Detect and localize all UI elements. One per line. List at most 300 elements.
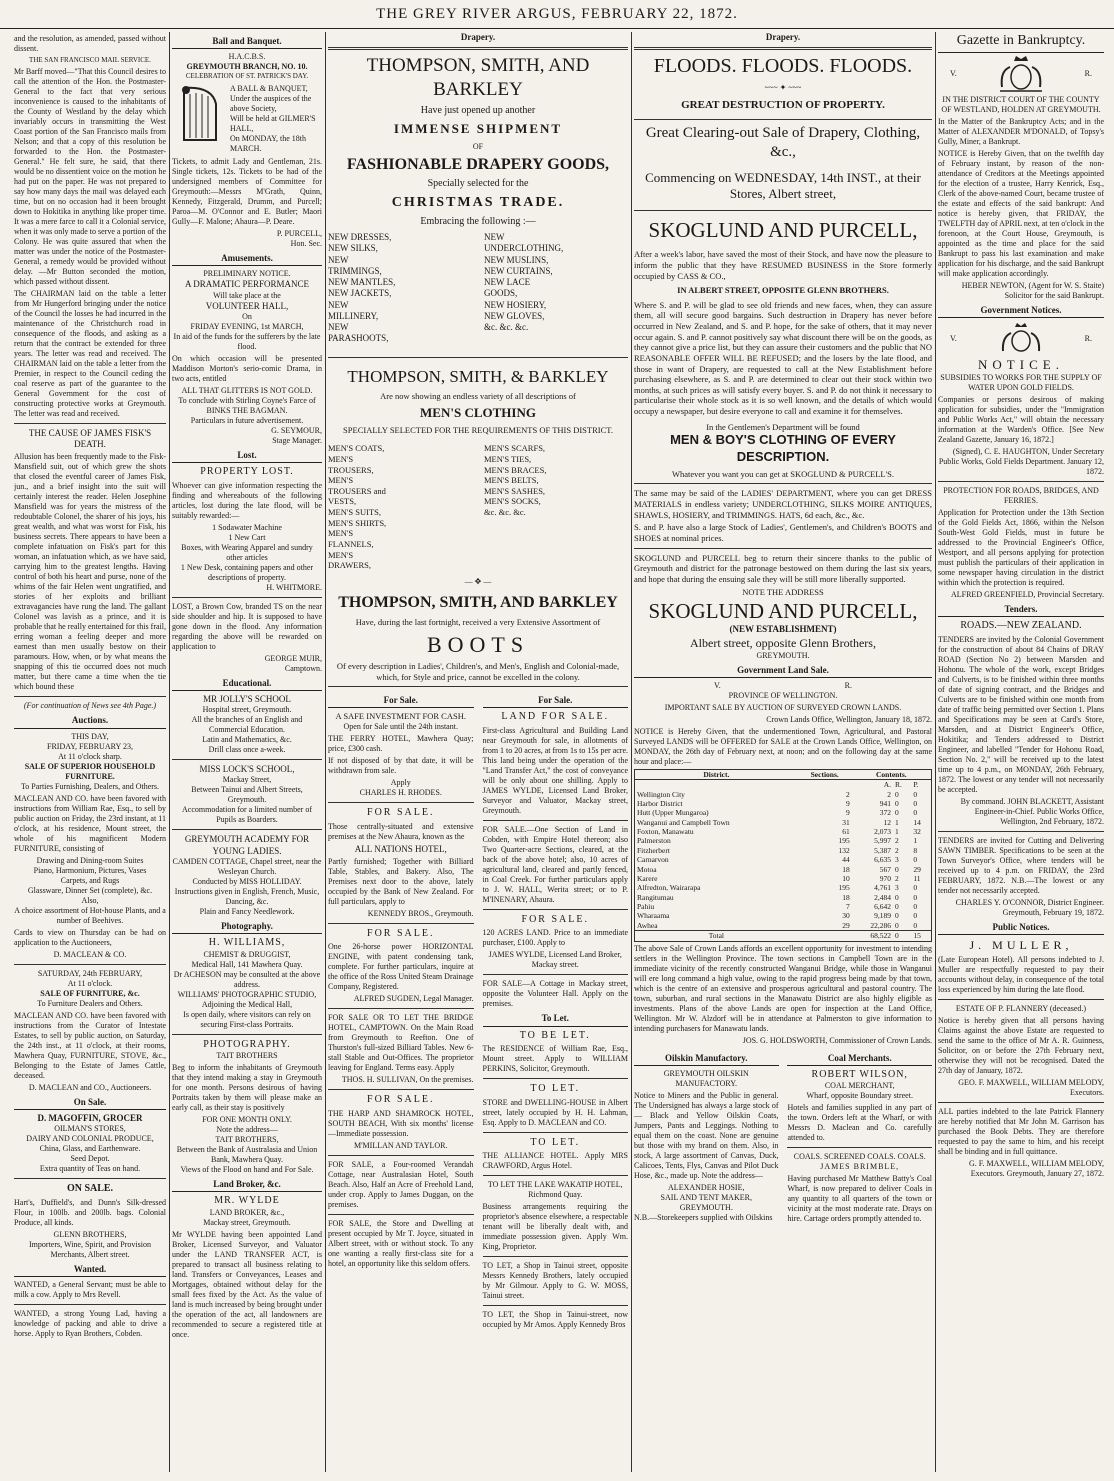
blackett: By command. JOHN BLACKETT, Assistant Engineer-in-Chief. Public Works Office, Wellington, 2nd February, 1872. [960, 796, 1104, 826]
magoffin-line: OILMAN'S STORES, [54, 1124, 126, 1133]
mens-boys: MEN & BOY'S CLOTHING OF EVERY DESCRIPTION. [670, 432, 896, 464]
hosie-loc: GREYMOUTH. [679, 1202, 733, 1212]
magoffin-line: China, Glass, and Earthenware. [39, 1144, 141, 1153]
royal-crest-icon [996, 53, 1046, 95]
table-row [635, 846, 932, 855]
district-cell: Pahiu [637, 902, 655, 911]
auction-1-line: To Parties Furnishing, Dealers, and Others. [20, 781, 160, 791]
lock-line: Accommodation for a limited number of Pupils as Boarders. [182, 805, 312, 825]
brimble-body: Having purchased Mr Matthew Batty's Coal Wharf, is now prepared to deliver Coals in any quantity to all quarters of the town or vicinity at the most moderate rate. Drays on hire. Cartage orders promptly attended to. [787, 1174, 932, 1224]
mens-item: MEN'S SUITS, [328, 507, 382, 517]
land-sale: LAND FOR SALE. [501, 711, 610, 723]
subsidies-body: Companies or persons desirous of making application for subsidies, under the "Immigration and Public Works Act," will obtain the necessary information at the Warden's Office. [See New Zealand Gazette, January 16, 1872.] [938, 395, 1104, 444]
acres-cell: 5,387 [874, 845, 892, 855]
bankruptcy-heading: Gazette in Bankruptcy. [938, 32, 1104, 53]
sections-cell: 195 [838, 883, 850, 893]
chairman-article: The CHAIRMAN laid on the table a letter from Mr Hungerford bringing under the notice of the Council the losses he had incurred in the maintenance of the Christchurch road in consequence of the floods, and asking as a return that the contract be extended for three years. The letter was read and received. The CHAIRMAN laid on the table a letter from the Premier, in respect to the Council ceding the coal reserve as part of the guarantee to the General Government for the cost of constructing protective works at Greymouth. The letter was read and received. [14, 288, 166, 418]
dramatic-line: In aid of the funds for the sufferers by the late flood. [173, 331, 321, 351]
farce: To conclude with Stirling Coyne's Farce of [178, 395, 316, 405]
th-district: District. [703, 769, 730, 779]
commencing: Commencing on WEDNESDAY, 14th INST., at their Stores, Albert street, [645, 169, 921, 201]
th-contents: Contents. [876, 769, 907, 779]
district-cell: Harbor District [637, 798, 683, 808]
drama-body: On which occasion will be presented Maddison Morton's serio-comic Drama, in two acts, entitled [172, 353, 322, 383]
hosie: ALEXANDER HOSIE, [668, 1182, 745, 1192]
auction-1-item: Drawing and Dining-room Suites [36, 855, 144, 865]
roods-cell: 1 [895, 817, 899, 827]
dramatic-title: A DRAMATIC PERFORMANCE [184, 279, 310, 290]
lost-body: Whoever can give information respecting the finding and whereabouts of the following articles, lost during the late flood, will be suitably rewarded:— [172, 480, 322, 520]
harp: THE HARP AND SHAMROCK HOTEL, SOUTH BEACH, With six months' license—Immediate possession. [328, 1108, 474, 1138]
auction-1-item: Piano, Harmonium, Pictures, Vases [33, 865, 147, 875]
table-row [635, 921, 932, 931]
apply: Apply [390, 778, 411, 787]
tsb-title-2: THOMPSON, SMITH, & BARKLEY [347, 366, 609, 386]
williams-line: Is open daily, where visitors can rely on securing First-class Portraits. [183, 1009, 311, 1029]
gov-body: The above Sale of Crown Lands affords an excellent opportunity for investment to intending settlers in the Wellington Province. The town sections in Campbell Town are in the immediate vicinity of the recently constructed Wanganui Bridge, while those in Wanganui will ere long command a high value, owing to the rapid progress being made by that town, which is the centre of an extensive and prosperous agricultural and pastoral country. The town, suburban, and rural sections in the Manawatu District are also highly eligible as investments. Plans of the above Lands are open for inspection at the Land Office, Wellington. Mr W. Alzdorf will be in attendance at Palmerston to give information to intending purchasers for Manawatu lands. [634, 943, 932, 1033]
thanks: SKOGLUND and PURCELL beg to return their sincere thanks to the public of Greymouth and district for the patronage bestowed on them during the last six years, and hope that during the ensuing sale they will be still more liberally supported. [634, 552, 932, 584]
ornament-divider-icon: — ✥ — [464, 576, 492, 586]
particulars: Particulars in future advertisement. [190, 415, 304, 425]
protection: PROTECTION FOR ROADS, BRIDGES, AND FERRIES. [943, 486, 1099, 505]
muir-name: GEORGE MUIR, [264, 653, 322, 663]
auction-1-line: FRIDAY, FEBRUARY 23, [47, 741, 133, 751]
drapery-heading: Drapery. [460, 32, 496, 42]
purcell-name: P. PURCELL, [276, 229, 322, 238]
preliminary-notice: PRELIMINARY NOTICE. [203, 269, 291, 279]
roods-cell: 0 [895, 798, 899, 808]
royal-crest-icon [998, 321, 1044, 357]
mens-item: MEN'S TROUSERS and VESTS, [328, 475, 386, 507]
mens-item: MEN'S SOCKS, [484, 496, 541, 507]
public-notices-heading: Public Notices. [938, 922, 1104, 935]
acres-cell: 4,761 [874, 883, 892, 893]
dramatic-line: Will take place at the [213, 290, 281, 300]
on-sale-title: ON SALE. [66, 1183, 114, 1194]
bridge: FOR SALE OR TO LET THE BRIDGE HOTEL, CAMPTOWN. On the Main Road from Greymouth to Reefton. One of Thurston's full-sized Billiard Tables. New 6-stall Stable and Out-Offices. The proprietor leaving for England. Terms easy. Apply [328, 1013, 474, 1073]
williams-line: CHEMIST & DRUGGIST, [203, 949, 291, 959]
auction-1-body: MACLEAN AND CO. have been favored with instructions from William Rae, Esq., to sell by public auction on Friday, the 23rd instant, at 11 o'clock, at his residence, Mount street, the whole of his magnificent Modern FURNITURE, consisting of [14, 793, 166, 853]
roods-cell: 2 [895, 873, 899, 883]
acres-cell: 2,484 [874, 892, 892, 902]
cobden: FOR SALE.—One Section of Land in Cobden, with Empire Hotel thereon; also Two Quarter-acre Sections, cleared, at the back of the above hotel; also, 10 acres of agricultural land, cleared and partly fenced, in Coal Creek. For further particulars apply to J. W. HALL, Werita street; or to P. M'INENARY, Ahaura. [482, 824, 628, 904]
column-1 [14, 32, 166, 1472]
mens-item: MEN'S DRAWERS, [328, 549, 372, 571]
drapery-heading-2: Drapery. [765, 32, 801, 42]
district-cell: Wellington City [637, 789, 685, 799]
glitters: ALL THAT GLITTERS IS NOT GOLD. [181, 385, 313, 395]
perches-cell: 0 [913, 789, 918, 799]
oilskin-body: Notice to Miners and the Public in general. The Undersigned has always a large stock of— Black and Yellow Oilskin Coats, Jumpers, Pants and Leggings. Nothing to equal them on the coast. None are genuine but those with my brand on them. Also, in stock, A large assortment of Canvas, Duck, Calicoes, Tents, Flys, Canvas and Pilot Duck Hose, &c., made up. Note the address— [634, 1090, 779, 1180]
district-cell: Karere [637, 873, 658, 883]
coals: COALS. SCREENED COALS. COALS. [793, 1152, 926, 1162]
jolly-line: Drill class once a-week. [208, 745, 286, 754]
educational-heading: Educational. [172, 678, 322, 691]
acres-cell: 6,642 [874, 902, 892, 911]
table-row [635, 911, 932, 920]
roads-title: ROADS.—NEW ZEALAND. [960, 620, 1082, 632]
district-cell: Awhea [637, 920, 658, 930]
goods-item: NEW JACKETS, [328, 288, 392, 299]
muller-title: J. MULLER, [969, 938, 1073, 952]
forsale-4: FOR SALE. [367, 1094, 435, 1106]
holdsworth: JOS. G. HOLDSWORTH, Commissioner of Crown Lands. [742, 1035, 932, 1045]
williams-line: Adjoining the Medical Hall, [201, 999, 293, 1009]
mens-item: MEN'S SASHES, [484, 485, 546, 496]
sections-cell: 9 [845, 808, 850, 818]
clearing: Great Clearing-out Sale of Drapery, Clothing, &c., [645, 125, 921, 160]
auction-2-line: At 11 o'clock. [67, 978, 113, 988]
perches-cell: 0 [913, 883, 918, 893]
magoffin-line: Extra quantity of Teas on hand. [39, 1164, 141, 1173]
subsidies: SUBSIDIES TO WORKS FOR THE SUPPLY OF WATER UPON GOLD FIELDS. [940, 373, 1102, 392]
wanted-1: WANTED, a General Servant; must be able to milk a cow. Apply to Mrs Revell. [14, 1279, 166, 1299]
district-cell: Alfredton, Wairarapa [637, 883, 701, 893]
sections-cell: 29 [842, 920, 850, 930]
table-row [635, 808, 932, 817]
dramatic-line: VOLUNTEER HALL, [205, 300, 289, 311]
unit-a: A. [883, 780, 892, 790]
wylde-line: Mackay street, Greymouth. [203, 1217, 291, 1227]
wanted-2: WANTED, a strong Young Lad, having a knowledge of packing and able to drive a horse. Apply to Ryan Brothers, Cobden. [14, 1308, 166, 1338]
wanted-heading: Wanted. [14, 1264, 166, 1277]
sullivan: THOS. H. SULLIVAN, On the premises. [341, 1075, 474, 1085]
dramatic-line: FRIDAY EVENING, 1st MARCH, [190, 321, 304, 331]
perches-cell: 0 [913, 911, 918, 921]
total-perches: 15 [913, 931, 921, 941]
auction-2-sign: D. MACLEAN and CO., Auctioneers. [28, 1082, 152, 1092]
acres-cell: 12 [883, 817, 892, 827]
tolet-4: TO LET THE LAKE WAKATIP HOTEL, Richmond Quay. [487, 1180, 623, 1200]
perches-cell: 8 [913, 845, 918, 855]
albert-street: IN ALBERT STREET, OPPOSITE GLENN BROTHERS. [677, 285, 889, 296]
auction-1-item: Glassware, Dinner Set (complete), &c. [27, 885, 153, 895]
v-letter: V. [714, 680, 721, 690]
oilskin-heading: Oilskin Manufactory. [634, 1053, 779, 1066]
ladies: The same may be said of the LADIES' DEPARTMENT, where you can get DRESS MATERIALS in endless variety; UNDERCLOTHING, SILKS MOIRE ANTIQUES, SHAWLS, HOSIERY, and TRIMMINGS. HATS, 6d each, &c., &c. [634, 488, 932, 520]
perches-cell: 0 [913, 808, 918, 818]
newton: HEBER NEWTON, (Agent for W. S. Staite) Solicitor for the said Bankrupt. [961, 280, 1104, 300]
tolet-2-body: STORE and DWELLING-HOUSE in Albert street, lately occupied by H. H. Lahman, Esq. Apply to D. MACLEAN and CO. [482, 1097, 628, 1127]
sections-cell: 31 [842, 817, 850, 827]
mail-heading: THE SAN FRANCISCO MAIL SERVICE. [29, 56, 151, 64]
sk-body: After a week's labor, have saved the most of their Stock, and have now the pleasure to inform the public that they have RESUMED BUSINESS in the Store formerly occupied by CASS & CO., [634, 249, 932, 281]
tait-line: Views of the Flood on hand and For Sale. [180, 1165, 314, 1174]
table-row [635, 865, 932, 874]
fortnight: Have, during the last fortnight, received a very Extensive Assortment of [355, 616, 601, 627]
wylde-body: Mr WYLDE having been appointed Land Broker, Licensed Surveyor, and Valuator under the LAND TRANSFER ACT, is prepared to transact all business relating to land. Transfers or Conveyances, Leases and Mortgages, obtained without delay for the small fees fixed by the Act. As the value of land is much increased by being brought under the operation of the act, all landowners are recommended to secure a registered title at once. [172, 1229, 322, 1339]
kennedy: KENNEDY BROS., Greymouth. [367, 908, 474, 918]
ball-line: Will be held at GILMER'S HALL, [230, 114, 316, 133]
district-cell: Rangitumau [637, 892, 674, 902]
roods-cell: 0 [895, 911, 899, 921]
verandah: FOR SALE, a Four-roomed Verandah Cottage, near Australasian Hotel, South Beach. Also, Half an Acre of Freehold Land, under crop. Apply to James Duggan, on the premises. [328, 1159, 474, 1209]
tait-line: Between the Bank of Australasia and Union Bank, Mawhera Quay. [176, 1145, 318, 1164]
coal-merchant: COAL MERCHANT, [824, 1081, 895, 1091]
sections-cell: 61 [842, 827, 850, 836]
goods-item: NEW MILLINERY, [328, 299, 379, 321]
gov-notice: NOTICE is Hereby Given, that the undermentioned Town, Agricultural, and Pastoral Surveyed LANDS will be OFFERED for SALE at the Crown Lands Office, Wellington, on MONDAY, the 26th day of February next, at noon; and on the following day at the same hour and place:— [634, 726, 932, 766]
timber: TENDERS are invited for Cutting and Delivering SAWN TIMBER. Specifications to be seen at the Town Surveyor's Office, where tenders will be received up to 4 p.m. on FRIDAY, the 23rd FEBRUARY, 1872. N.B.—The lowest or any tender not necessarily accepted. [938, 835, 1104, 895]
for-sale-heading: For Sale. [328, 695, 474, 708]
goods-item: NEW UNDERCLOTHING, [484, 232, 564, 254]
table-row [635, 902, 932, 911]
boots-body: Of every description in Ladies', Children's, and Men's, English and Colonial-made, which, for Style and price, cannot be excelled in the colony. [336, 660, 620, 682]
roods-cell: 0 [895, 892, 899, 902]
roads-body: TENDERS are invited by the Colonial Government for the construction of about 84 Chains of DRAY ROAD (Section No 2) between Marsden and Hohonu. The whole of the work, except Bridges and Culverts, is to be finished within three months of date of signing contract, and the Bridges and Culverts are to be finished within one month from date of traffic being permitted over Section 1. Plans and Specifications may be seen at Card's Store, Marsden, and at District Engineer's Office, Hokitika; and Tenders addressed to District Engineer, and labelled "Tender for Hohonu Road, Section No. 2," will be received up to the latest time up to 4 p.m., on MONDAY, 26th February, 1872. The lowest or any tender will not necessarily be accepted. [938, 634, 1104, 794]
sections-cell: 9 [845, 798, 850, 808]
sections-cell: 132 [838, 845, 850, 855]
albert-2: Albert street, opposite Glenn Brothers, [690, 635, 876, 650]
auction-1-item: Also, [81, 895, 99, 905]
academy-line: Instructions given in English, French, Music, Dancing, &c. [174, 886, 320, 906]
perches-cell: 0 [913, 892, 918, 902]
auctions-heading: Auctions. [14, 715, 166, 728]
sections-cell: 44 [842, 855, 850, 865]
auction-1-title: SALE OF SUPERIOR HOUSEHOLD FURNITURE. [24, 761, 156, 781]
sections-cell: 7 [845, 902, 850, 911]
lost-item: Boxes, with Wearing Apparel and sundry other articles [181, 542, 313, 562]
matter: In the Matter of the Bankruptcy Acts; and in the Matter of ALEXANDER M'DONALD, of Topsy's Gully, Miner, a Bankrupt. [938, 116, 1104, 146]
oconnor: CHARLES Y. O'CONNOR, District Engineer. Greymouth, February 19, 1872. [955, 897, 1104, 917]
auction-1-line: THIS DAY, [71, 731, 109, 741]
goods-item: NEW GLOVES, [484, 310, 545, 321]
perches-cell: 0 [913, 920, 918, 930]
whitmore: H. WHITMORE. [266, 582, 322, 592]
executors-2: G. F. MAXWELL, WILLIAM MELODY, Executors. Greymouth, January 27, 1872. [968, 1159, 1104, 1178]
mens-item: MEN'S TIES, [484, 453, 532, 464]
destruction: GREAT DESTRUCTION OF PROPERTY. [681, 99, 885, 112]
immense: IMMENSE SHIPMENT [393, 121, 563, 137]
wilson-body: Hotels and families supplied in any part of the town. Orders left at the Wharf, or with Messrs D. Maclean and Co. carefully attended to. [787, 1103, 932, 1143]
land-body: First-class Agricultural and Building Land near Greymouth for sale, in allotments of from 1 to 20 acres, at from 1s to 15s per acre. This land being under the operation of the "Land Transfer Act," the cost of conveyance will be only about one shilling. Apply to JAMES WYLDE, Licensed Land Broker, Surveyor and Valuator, Mackay street, Greymouth. [482, 725, 628, 815]
cottage: FOR SALE—A Cottage in Mackay street, opposite the Volunteer Hall. Apply on the premises. [482, 979, 628, 1009]
r-letter: R. [1084, 68, 1092, 78]
perches-cell: 14 [913, 817, 921, 827]
crown-office: Crown Lands Office, Wellington, January 18, 1872. [766, 714, 932, 724]
tait-line: FOR ONE MONTH ONLY. [202, 1115, 292, 1124]
goods-item: NEW SILKS, [328, 243, 378, 254]
note-address: NOTE THE ADDRESS [742, 587, 824, 598]
specially: Specially selected for the [427, 177, 529, 189]
mens-item: &c. &c. &c. [484, 507, 526, 517]
auction-1-sign: D. MACLEAN & CO. [53, 949, 127, 959]
column-5 [938, 32, 1104, 1472]
taylor: M'MILLAN AND TAYLOR. [354, 1140, 448, 1150]
perches-cell: 0 [913, 855, 918, 865]
district-cell: Carnarvon [637, 855, 669, 865]
ferry: THE FERRY HOTEL, Mawhera Quay; price, £300 cash. [328, 734, 474, 753]
district-cell: Foxton, Manawatu [637, 827, 694, 836]
bankruptcy-notice: NOTICE is Hereby Given, that on the twelfth day of February instant, by reason of the non-attendance of Creditors at the Meetings appointed for the election of a trustee, Harry Kenrick, Esq., Clerk of the above-named Court, became trustee of the estate and effects of the said bankrupt: And notice is hereby given, that FRIDAY, the TWELFTH day of APRIL next, at ten o'clock in the forenoon, at the Court House, Greymouth, is appointed as the time and place for the said Bankrupt to pass his last examination and make application for his discharge, and the said Bankrupt will make application accordingly. [938, 148, 1104, 278]
tolet-6: TO LET, the Shop in Tainui-street, now occupied by Mr Amos. Apply Kennedy Bros [482, 1310, 628, 1330]
new-establishment: (NEW ESTABLISHMENT) [729, 624, 837, 635]
tolet-2: TO LET. [530, 1083, 581, 1095]
goods-item: NEW MUSLINS, [484, 254, 549, 265]
sugden: ALFRED SUGDEN, Legal Manager. [353, 994, 474, 1004]
wylde-line: LAND BROKER, &c., [209, 1207, 285, 1217]
fs1-body: Open for Sale until the 24th instant. [343, 722, 458, 731]
gov-land-heading: Government Land Sale. [634, 665, 932, 678]
ball-line: A BALL & BANQUET, [230, 84, 308, 93]
engine: One 26-horse power HORIZONTAL ENGINE, with patent condensing tank, complete. For further particulars, inquire at the office of the Ross United Steam Drainage Company, Registered. [328, 942, 474, 992]
academy-title: GREYMOUTH ACADEMY FOR YOUNG LADIES. [184, 834, 310, 856]
r-letter: R. [1084, 333, 1092, 343]
province: PROVINCE OF WELLINGTON. [728, 690, 838, 700]
district-cell: Palmerston [637, 836, 671, 846]
all-parties: ALL parties indebted to the late Patrick Flannery are hereby notified that Mr John M. Garrison has purchased the Book Debts. They are therefore requested to pay the same to him, and his receipt shall be binding and in full quittance. [938, 1107, 1104, 1156]
skoglund-title: SKOGLUND AND PURCELL, [648, 218, 918, 242]
goods-item: &c. &c. &c. [484, 322, 529, 332]
perches-cell: 1 [913, 836, 918, 846]
gents: In the Gentlemen's Department will be found [706, 421, 860, 432]
lost-item: 1 Sodawater Machine [212, 522, 282, 532]
acres-cell: 2,073 [874, 827, 892, 836]
column-4 [634, 32, 932, 1472]
auction-2-body: MACLEAN AND CO. have been favored with instructions from the Curator of Intestate Estates, to sell by public auction, on Saturday, the 24th inst., at 11 o'clock, at their rooms, Mawhera Quay, FURNITURE, STOVE, &c., Belonging to the Estate of James Cattle, deceased. [14, 1010, 166, 1080]
tolet-4-body: Business arrangements requiring the proprietor's absence elsewhere, a respectable tenant will be liberally dealt with, and immediate possession given. Apply Wm. King, Proprietor. [482, 1202, 628, 1252]
acres-title: FOR SALE. [521, 913, 589, 925]
table-row [635, 818, 932, 827]
mens-item: MEN'S BELTS, [484, 475, 539, 486]
table-row [635, 874, 932, 883]
acres-cell: 372 [879, 808, 892, 818]
haughton: (Signed), C. E. HAUGHTON, Under Secretary Public Works, Gold Fields Department. January 12, 1872. [938, 447, 1104, 476]
table-row [635, 836, 932, 845]
ball-line: On MONDAY, the 18th MARCH. [230, 134, 307, 153]
lost-heading: Lost. [172, 450, 322, 463]
boots-title: BOOTS [426, 632, 530, 658]
r-letter: R. [844, 680, 852, 690]
roods-cell: 2 [895, 845, 899, 855]
unit-p: P. [913, 780, 919, 790]
academy-line: Plain and Fancy Needlework. [199, 906, 295, 916]
joyce: FOR SALE, the Store and Dwelling at present occupied by Mr T. Joyce, situated in Albert street, with or without stock. To any one wanting a really first-class site for a hotel, an opportunity like this seldom offers. [328, 1218, 474, 1268]
whatever: Whatever you want you can get at SKOGLUND & PURCELL'S. [671, 468, 895, 479]
for-sale-heading-2: For Sale. [483, 695, 629, 708]
goods-item: NEW CURTAINS, [484, 265, 553, 276]
gov-notices-heading: Government Notices. [938, 305, 1104, 318]
seymour-name: G. SEYMOUR, [271, 425, 322, 435]
skoglund-title-2: SKOGLUND AND PURCELL, [648, 599, 918, 623]
roods-cell: 3 [895, 855, 899, 865]
intro: and the resolution, as amended, passed without dissent. [14, 34, 166, 53]
auction-1-item: A choice assortment of Hot-house Plants, and a number of Beehives. [14, 905, 166, 925]
perches-cell: 29 [913, 864, 921, 874]
table-row [635, 855, 932, 864]
total-label: Total [708, 931, 725, 941]
column-3 [328, 32, 628, 1472]
floods-title: FLOODS. FLOODS. FLOODS. [653, 55, 913, 78]
sail-tent: SAIL AND TENT MAKER, [660, 1192, 752, 1202]
goods-item: NEW LACE GOODS, [484, 277, 531, 299]
mens-item: MEN'S FLANNELS, [328, 528, 374, 549]
wylde-title: MR. WYLDE [214, 1195, 280, 1207]
rhodes: CHARLES H. RHODES. [359, 788, 442, 797]
lost-item: 1 New Cart [228, 532, 266, 542]
glenn-line: Importers, Wine, Spirit, and Provision Merchants, Albert street. [29, 1239, 151, 1259]
jolly-title: MR JOLLY'S SCHOOL [203, 693, 291, 704]
total-roods: 0 [895, 931, 899, 941]
tolet-1-body: The RESIDENCE of William Rae, Esq., Mount street. Apply to WILLIAM PERKINS, Solicitor, Greymouth. [482, 1044, 628, 1074]
wilson: ROBERT WILSON, [811, 1068, 908, 1080]
auction-1-item: Carpets, and Rugs [60, 875, 120, 885]
magoffin-line: DAIRY AND COLONIAL PRODUCE, [26, 1134, 154, 1143]
tolet-3: TO LET. [530, 1136, 581, 1148]
continuation-note: (For continuation of News see 4th Page.) [23, 701, 157, 711]
purcell-role: Hon. Sec. [290, 239, 322, 248]
tolet-5: TO LET, a Shop in Tainui street, opposite Messrs Kennedy Brothers, lately occupied by Mr Gilmour. Apply to G. W. MOSS, Tainui street. [482, 1261, 628, 1301]
district-cell: Fitzherbert [637, 845, 670, 855]
mens-item: MEN'S TROUSERS, [328, 453, 374, 475]
important-sale: IMPORTANT SALE BY AUCTION OF SURVEYED CROWN LANDS. [664, 702, 902, 712]
nations-body-2: Partly furnished; Together with Billiard Table, Stables, and Bakery. Also, The Premises next door to the above, lately occupied by the Bank of New Zealand. For full particulars, apply to [328, 856, 474, 906]
acres-cell: 9,189 [874, 911, 892, 921]
jolly-line: All the branches of an English and Commercial Education. [191, 715, 303, 734]
unit-r: R. [895, 780, 902, 790]
acres-cell: 6,635 [874, 855, 892, 865]
auction-1-end: Cards to view on Thursday can be had on application to the Auctioneers, [14, 927, 166, 947]
tolet-1: TO BE LET. [519, 1029, 591, 1041]
acres-cell: 567 [879, 864, 892, 874]
roods-cell: 3 [895, 883, 899, 893]
roods-cell: 0 [895, 789, 899, 799]
tolet-3-body: THE ALLIANCE HOTEL. Apply MRS CRAWFORD, Argus Hotel. [482, 1151, 628, 1171]
academy-line: Conducted by MISS HOLLIDAY. [192, 876, 302, 886]
tait-title: PHOTOGRAPHY. [203, 1038, 291, 1050]
photography-heading: Photography. [172, 921, 322, 934]
mens-clothing: MEN'S CLOTHING [420, 405, 536, 421]
land-table [634, 769, 932, 942]
tenders-heading: Tenders. [938, 604, 1104, 617]
ornament-rule-icon: ~~~ ✦ ~~~ [764, 83, 802, 93]
on-sale-heading: On Sale. [14, 1097, 166, 1110]
to-let-heading: To Let. [483, 1013, 629, 1026]
tait-line: TAIT BROTHERS [216, 1051, 278, 1060]
christmas-trade: CHRISTMAS TRADE. [391, 195, 565, 210]
lost-item: 1 New Desk, containing papers and other descriptions of property. [180, 562, 314, 582]
oilskin-title: GREYMOUTH OILSKIN MANUFACTORY. [663, 1068, 749, 1088]
acres-body: 120 ACRES LAND. Price to an immediate purchaser, £100. Apply to [482, 928, 628, 948]
williams-line: Medical Hall, 141 Mawhera Quay. [191, 959, 303, 969]
muller-body: (Late European Hotel). All persons indebted to J. Muller are respectfully requested to pay their accounts without delay, in consequence of the total loss experienced by him during the late flood. [938, 955, 1104, 994]
v-letter: V. [950, 333, 957, 343]
district-cell: Motoa [637, 864, 657, 874]
on-sale-body: Hart's, Duffield's, and Dunn's Silk-dressed Flour, in 100lb. and 200lb. bags. Colonial Produce, all kinds. [14, 1197, 166, 1227]
sections-cell: 18 [842, 892, 850, 902]
greenfield: ALFRED GREENFIELD, Provincial Secretary. [950, 590, 1104, 599]
forsale-2: FOR SALE. [367, 807, 435, 818]
nations-title: ALL NATIONS HOTEL, [354, 843, 447, 854]
tait-line: TAIT BROTHERS, [215, 1135, 279, 1144]
lost-cow: LOST, a Brown Cow, branded TS on the near side shoulder and hip. It is supposed to have gone down in the flood. Any information regarding the above will be rewarded on application to [172, 601, 322, 651]
table-row [635, 790, 932, 799]
goods-item: NEW HOSIERY, [484, 299, 547, 310]
branch: GREYMOUTH BRANCH, NO. 10. [186, 62, 308, 72]
special2: SPECIALLY SELECTED FOR THE REQUIREMENTS OF THIS DISTRICT. [343, 424, 613, 435]
hacbs: H.A.C.B.S. [228, 52, 266, 62]
fashionable: FASHIONABLE DRAPERY GOODS, [346, 155, 610, 173]
tsb-title: THOMPSON, SMITH, AND BARKLEY [366, 55, 590, 100]
roods-cell: 1 [895, 827, 899, 836]
opened-line: Have just opened up another [420, 104, 536, 116]
goods-item: NEW TRIMMINGS, [328, 254, 382, 276]
acres-cell: 22,286 [870, 920, 892, 930]
total-acres: 68,522 [870, 931, 892, 941]
goods-item: NEW MANTLES, [328, 277, 396, 287]
jolly-line: Hospital street, Greymouth. [202, 705, 292, 714]
tait-body: Beg to inform the inhabitants of Greymouth that they intend making a stay in Greymouth for one month. Persons desirous of having Portraits taken by them will please make an early call, as their stay is positively [172, 1063, 322, 1112]
